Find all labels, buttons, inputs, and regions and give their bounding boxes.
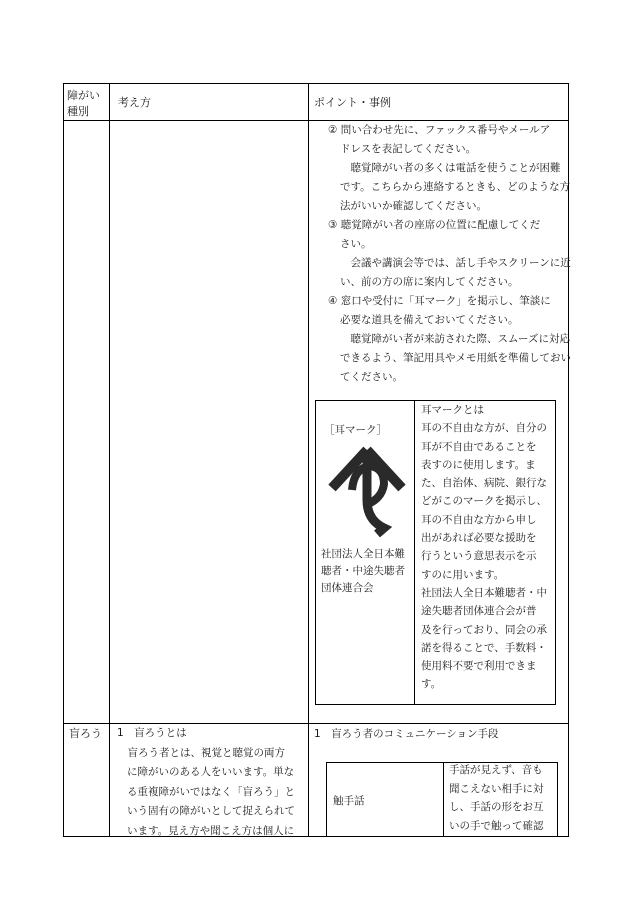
method-desc-line: 聞こえない相手に対 [449, 782, 544, 795]
desc-line: す。 [421, 678, 442, 691]
point-line: ④ 窓口や受付に「耳マーク」を掲示し、筆談に [328, 295, 551, 307]
point-line: さい。 [340, 238, 372, 250]
desc-line: 表すのに使用します。ま [421, 458, 536, 471]
desc-line: すのに用います。 [421, 568, 505, 581]
concept-line: いう固有の障がいとして捉えられて [127, 805, 295, 817]
col-divider-2 [308, 83, 309, 837]
ear-mark-icon [322, 438, 412, 538]
deafblind-concept [117, 724, 295, 841]
header-type [67, 88, 100, 120]
point-line: ドレスを表記してください。 [340, 143, 477, 155]
desc-line: 諾を得ることで、手数料・ [421, 641, 547, 654]
desc-line: 及を行っており、同会の承 [421, 623, 547, 636]
ear-mark-box-divider [414, 400, 415, 705]
desc-line: た、自治体、病院、銀行な [421, 477, 547, 490]
desc-line: 途失聴者団体連合会が普 [421, 605, 537, 618]
point-line: 必要な道具を備えておいてください。 [340, 314, 519, 326]
desc-line: 社団法人全日本難聴者・中 [421, 586, 547, 599]
point-line: 聴覚障がい者の多くは電話を使うことが困難 [340, 162, 561, 174]
method-table-divider [443, 762, 444, 837]
point-line: い、前の方の席に案内してください。 [340, 276, 519, 288]
desc-line: どがこのマークを掲示し、 [421, 495, 547, 508]
table-top-border [63, 83, 569, 84]
concept-line: 盲ろう者とは、視覚と聴覚の両方 [117, 746, 285, 759]
hearing-points [328, 121, 571, 387]
concept-line: る重複障がいではなく「盲ろう」と [127, 785, 295, 798]
point-line: てください。 [340, 371, 403, 383]
method-desc-line: し、手話の形をお互 [449, 801, 544, 813]
point-line: ③ 聴覚障がい者の座席の位置に配慮してくだ [328, 219, 541, 231]
header-concept: 考え方 [118, 96, 151, 109]
point-line: です。こちらから連絡するときも、どのような方 [340, 181, 571, 193]
desc-line: 行うという意思表示を示 [421, 550, 537, 563]
header-type-line2: 種別 [67, 105, 89, 118]
desc-line: 耳の不自由な方から申し [421, 513, 537, 526]
point-line: 聴覚障がい者が来訪された際、スムーズに対応 [340, 333, 570, 345]
header-points: ポイント・事例 [314, 96, 391, 109]
desc-line: 使用料不要で利用できま [421, 660, 537, 673]
deafblind-point-title: 1 盲ろう者のコミュニケーション手段 [314, 728, 499, 740]
col-divider-1 [109, 83, 110, 837]
org-line: 団体連合会 [321, 582, 374, 594]
method-name: 触手話 [333, 795, 365, 807]
org-line: 社団法人全日本難 [321, 548, 405, 560]
concept-line: います。見え方や聞こえ方は個人に [127, 824, 295, 837]
desc-line: 耳の不自由な方が、自分の [421, 422, 547, 435]
desc-line: 耳が不自由であることを [421, 440, 537, 453]
ear-mark-description [421, 401, 547, 694]
method-table-left [326, 762, 327, 837]
method-description [449, 761, 544, 835]
method-table-right [557, 762, 558, 837]
method-desc-line: 手話が見えず、音も [449, 764, 543, 776]
type-deafblind: 盲ろう [69, 727, 102, 740]
point-line: できるよう、筆記用具やメモ用紙を準備しておい [340, 352, 571, 364]
desc-line: 出があれば必要な援助を [421, 532, 537, 545]
org-line: 聴者・中途失聴者 [321, 565, 405, 577]
point-line: 法がいいか確認してください。 [340, 200, 487, 212]
ear-mark-label: ［耳マーク］ [324, 424, 387, 436]
header-type-line1: 障がい [67, 89, 100, 102]
concept-line: に障がいのある人をいいます。単な [127, 766, 295, 778]
point-line: ② 問い合わせ先に、ファックス番号やメールア [328, 124, 551, 136]
concept-line: 1 盲ろうとは [117, 727, 187, 739]
method-desc-line: いの手で触って確認 [449, 819, 544, 832]
ear-mark-org [321, 546, 405, 597]
point-line: 会議や講演会等では、話し手やスクリーンに近 [340, 257, 571, 269]
desc-line: 耳マークとは [421, 404, 484, 416]
table-left-border [63, 83, 64, 837]
